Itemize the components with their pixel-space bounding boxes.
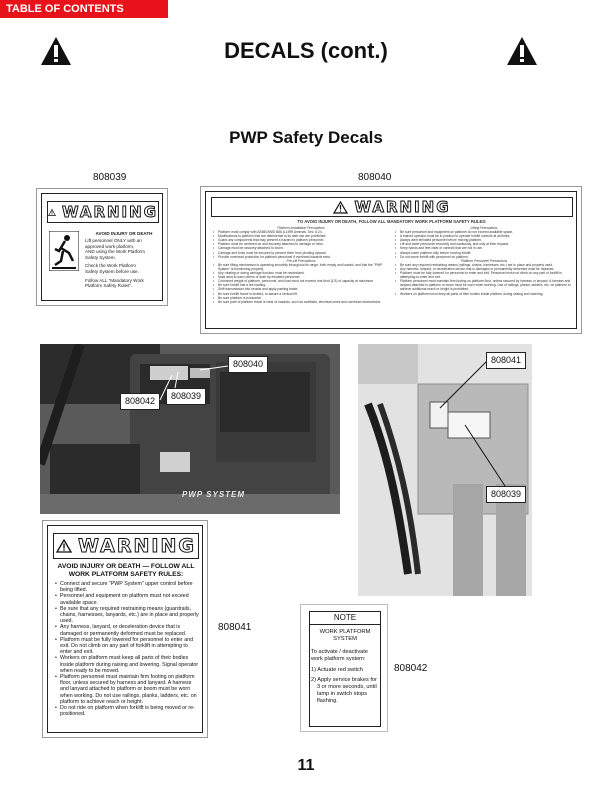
- warning-word: WARNING: [61, 203, 158, 221]
- warning-word: WARNING: [354, 198, 451, 216]
- warning-word: WARNING: [78, 535, 196, 557]
- decal-heading: TO AVOID INJURY OR DEATH, FOLLOW ALL MANDATORY WORK PLATFORM SAFETY RULES:: [297, 219, 487, 224]
- section-subtitle: PWP Safety Decals: [229, 128, 383, 147]
- decal-808042: [300, 604, 388, 732]
- decal-code-808042: 808042: [394, 663, 428, 674]
- decal-text: Lift personnel ONLY with an approved work platform, AND using the Work Platform Safety System. Check the Work Platform Safety System before use. Follow ALL "Mandatory Work Platform Safety Rules".: [85, 238, 145, 289]
- page-number: 11: [297, 757, 315, 774]
- page-title: DECALS (cont.): [224, 38, 388, 63]
- decal-808041: [42, 520, 208, 738]
- decal-code-808040: 808040: [358, 172, 392, 183]
- note-body: To activate / deactivate work platform system: 1) Actuate red switch 2) Apply service brakes for 3 or more seconds, until lamp in switch stops flashing.: [311, 649, 377, 704]
- table-of-contents-link[interactable]: TABLE OF CONTENTS: [0, 0, 168, 18]
- decal-left-column: Platform Installation Precautions • Platform must comply with ASME/ANSI B56.6-1999 Amends. Sec. 8.24. • Modifications to platform that are detrimental to its safe use are prohibited. • Guard any components that may present a hazard to platform personnel. • Platform must be centered on and securely attached to carriage or forks. • Carriage must be securely attached to boom. • Carriage and forks must be secured to prevent them from pivoting upward. • Provide overhead protection for platform personnel if overhead hazards exist. Pre-Lift Precautions • Be sure tilting mechanism is operating smoothly throughout its range, both empty and loaded, and that the "PWP System" is functioning properly. • Any rotating or swing carriage function must be neutralized. • Mark area to warn others of work by elevated personnel. • Combined weight of platform, personnel, and load must not exceed one-third (1/3) of capacity at maximum. • Be sure forklift has a tire loading. • Shift transmission into neutral and apply parking brake. • Be sure forklift frame is leveled, to assure a vertical lift. • Be sure platform is horizontal. • Be sure path of platform travel is clear of hazards, such as scaffolds, electrical wires and overhead obstructions.: [213, 226, 389, 304]
- note-header: NOTE: [309, 611, 381, 625]
- decal-heading: AVOID INJURY OR DEATH — FOLLOW ALL WORK PLATFORM SAFETY RULES:: [57, 563, 195, 579]
- decal-code-808039: 808039: [93, 172, 127, 183]
- callout-808042: 808042: [120, 393, 160, 410]
- note-title: WORK PLATFORM SYSTEM: [319, 629, 371, 642]
- decal-code-808041: 808041: [218, 622, 252, 633]
- decal-right-column: Lifting Precautions • Be sure personnel and equipment on platform do not exceed available space. • A trained operator must be in position to operate forklift controls at all times. • Always alert elevated personnel before moving platform. • Lift and lower personnel smoothly and cautiously, and only at their request. • Keep hands and feet clear of controls that are not in use. • Always lower platform fully before moving forklift. • Do not move forklift with personnel on platform. Platform Personnel Precautions • Be sure any required restraining means (railings, chains, harnesses, etc.) are in place and properly used. • Any harness, lanyard, or deceleration device that is damaged or permanently deformed must be replaced. • Platform must be fully lowered for personnel to enter and exit. Personnel must not climb on any part of forklift in attempting to enter and exit. • Platform personnel must maintain firm footing on platform floor, unless secured by harness or lanyard. A harness and lanyard attached to platform or boom must be worn when working. Use of railings, planks, ladders, etc. on platform to achieve additional reach or height is prohibited. • Workers on platform must keep all parts of their bodies inside platform during raising and lowering.: [395, 226, 573, 296]
- decal-heading: AVOID INJURY OR DEATH: [95, 231, 153, 236]
- warning-triangle-icon: [56, 539, 72, 553]
- warning-banner: [53, 533, 199, 559]
- callout-808039-right: 808039: [486, 486, 526, 503]
- callout-808039-left: 808039: [166, 388, 206, 405]
- machine-text: PWP SYSTEM: [182, 490, 246, 499]
- decal-rules-list: • Connect and secure "PWP System" upper control before being lifted. • Personnel and equipment on platform must not exceed available space. • Be sure that any required restraining means (guardrails, chains, harnesses, lanyards, etc.) are in place and properly used. • Any harness, lanyard, or deceleration device that is damaged or permanently deformed must be replaced. • Platform must be fully lowered for personnel to enter and exit. Do not climb on any part of forklift in attempting to enter and exit. • Workers on platform must keep all parts of their bodies inside platform during raising and lowering. Signal operator when ready to be moved. • Platform personnel must maintain firm footing on platform floor, unless secured by harness and lanyard. A harness and lanyard attached to platform or boom must be worn when working. Do not use railings, planks, ladders, etc. on platform to achieve reach or height. • Do not ride on platform when forklift is being moved or re-positioned.: [55, 581, 201, 717]
- callout-808040: 808040: [228, 356, 268, 373]
- callout-808041: 808041: [486, 352, 526, 369]
